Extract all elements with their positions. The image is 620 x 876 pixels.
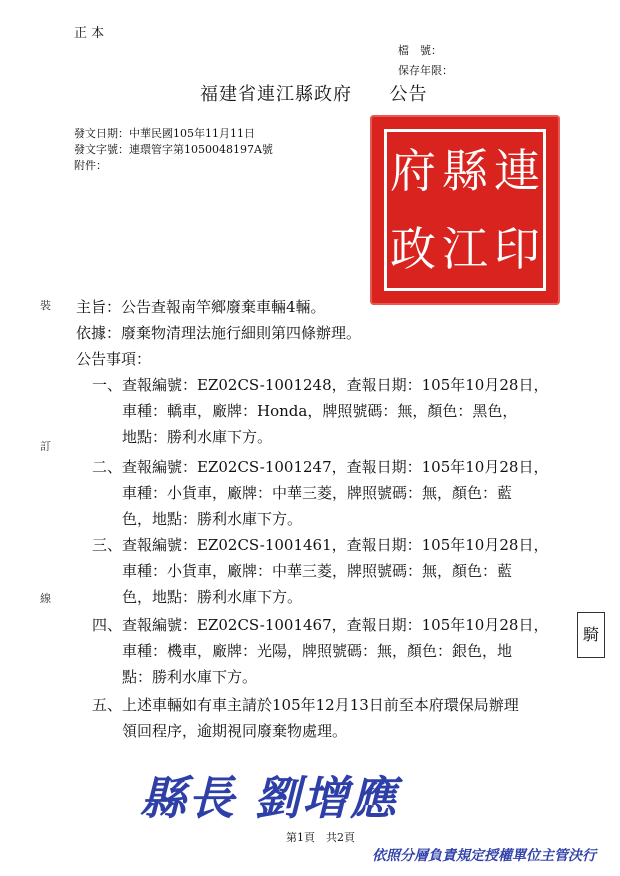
seal-char-5: 江 xyxy=(442,222,488,276)
issue-date: 發文日期：中華民國105年11月11日 xyxy=(74,127,255,140)
attachment-line: 附件： xyxy=(74,159,107,172)
seal-char-3: 連 xyxy=(494,144,540,198)
binding-mark-1: 裝 xyxy=(40,299,51,312)
item-4-line-3: 點：勝利水庫下方。 xyxy=(122,668,258,686)
item-1-line-3: 地點：勝利水庫下方。 xyxy=(122,428,273,446)
page-number: 第1頁 共2頁 xyxy=(286,831,355,844)
item-4-line-1: 四、查報編號：EZ02CS-1001467，查報日期：105年10月28日， xyxy=(92,616,549,634)
retention-label: 保存年限： xyxy=(398,64,453,77)
title-org: 福建省連江縣政府 xyxy=(200,84,352,105)
item-3-line-2: 車種：小貨車，廠牌：中華三菱，牌照號碼：無，顏色：藍 xyxy=(122,562,513,580)
item-3-line-3: 色，地點：勝利水庫下方。 xyxy=(122,588,303,606)
item-4-line-2: 車種：機車，廠牌：光陽，牌照號碼：無，顏色：銀色，地 xyxy=(122,642,513,660)
subject-line: 主旨：公告查報南竿鄉廢棄車輛4輛。 xyxy=(76,298,326,316)
binding-mark-3: 線 xyxy=(40,592,51,605)
document-title xyxy=(200,80,427,106)
item-2-line-1: 二、查報編號：EZ02CS-1001247，查報日期：105年10月28日， xyxy=(92,458,549,476)
seal-char-2: 縣 xyxy=(442,144,488,198)
item-2-line-3: 色，地點：勝利水庫下方。 xyxy=(122,510,303,528)
item-3-line-1: 三、查報編號：EZ02CS-1001461，查報日期：105年10月28日， xyxy=(92,536,549,554)
item-2-line-2: 車種：小貨車，廠牌：中華三菱，牌照號碼：無，顏色：藍 xyxy=(122,484,513,502)
file-number-label: 檔 號： xyxy=(398,44,442,57)
delegation-note: 依照分層負責規定授權單位主管決行 xyxy=(372,848,596,864)
binding-mark-2: 訂 xyxy=(40,440,51,453)
copy-mark: 正 本 xyxy=(74,26,105,41)
side-stamp: 騎 xyxy=(577,612,605,658)
title-type: 公告 xyxy=(389,84,428,105)
seal-char-1: 府 xyxy=(390,144,436,198)
item-1-line-1: 一、查報編號：EZ02CS-1001248，查報日期：105年10月28日， xyxy=(92,376,549,394)
official-seal xyxy=(370,115,560,305)
seal-char-6: 印 xyxy=(494,222,540,276)
item-5-line-2: 領回程序，逾期視同廢棄物處理。 xyxy=(122,722,348,740)
basis-line: 依據：廢棄物清理法施行細則第四條辦理。 xyxy=(76,324,362,342)
reference-number: 發文字號：連環管字第1050048197A號 xyxy=(74,143,273,156)
seal-grid xyxy=(384,129,546,291)
item-5-line-1: 五、上述車輛如有車主請於105年12月13日前至本府環保局辦理 xyxy=(92,696,519,714)
seal-char-4: 政 xyxy=(390,222,436,276)
magistrate-signature: 縣長 劉增應 xyxy=(140,771,399,825)
items-heading: 公告事項： xyxy=(76,350,152,368)
item-1-line-2: 車種：轎車，廠牌：Honda，牌照號碼：無，顏色：黑色， xyxy=(122,402,518,420)
